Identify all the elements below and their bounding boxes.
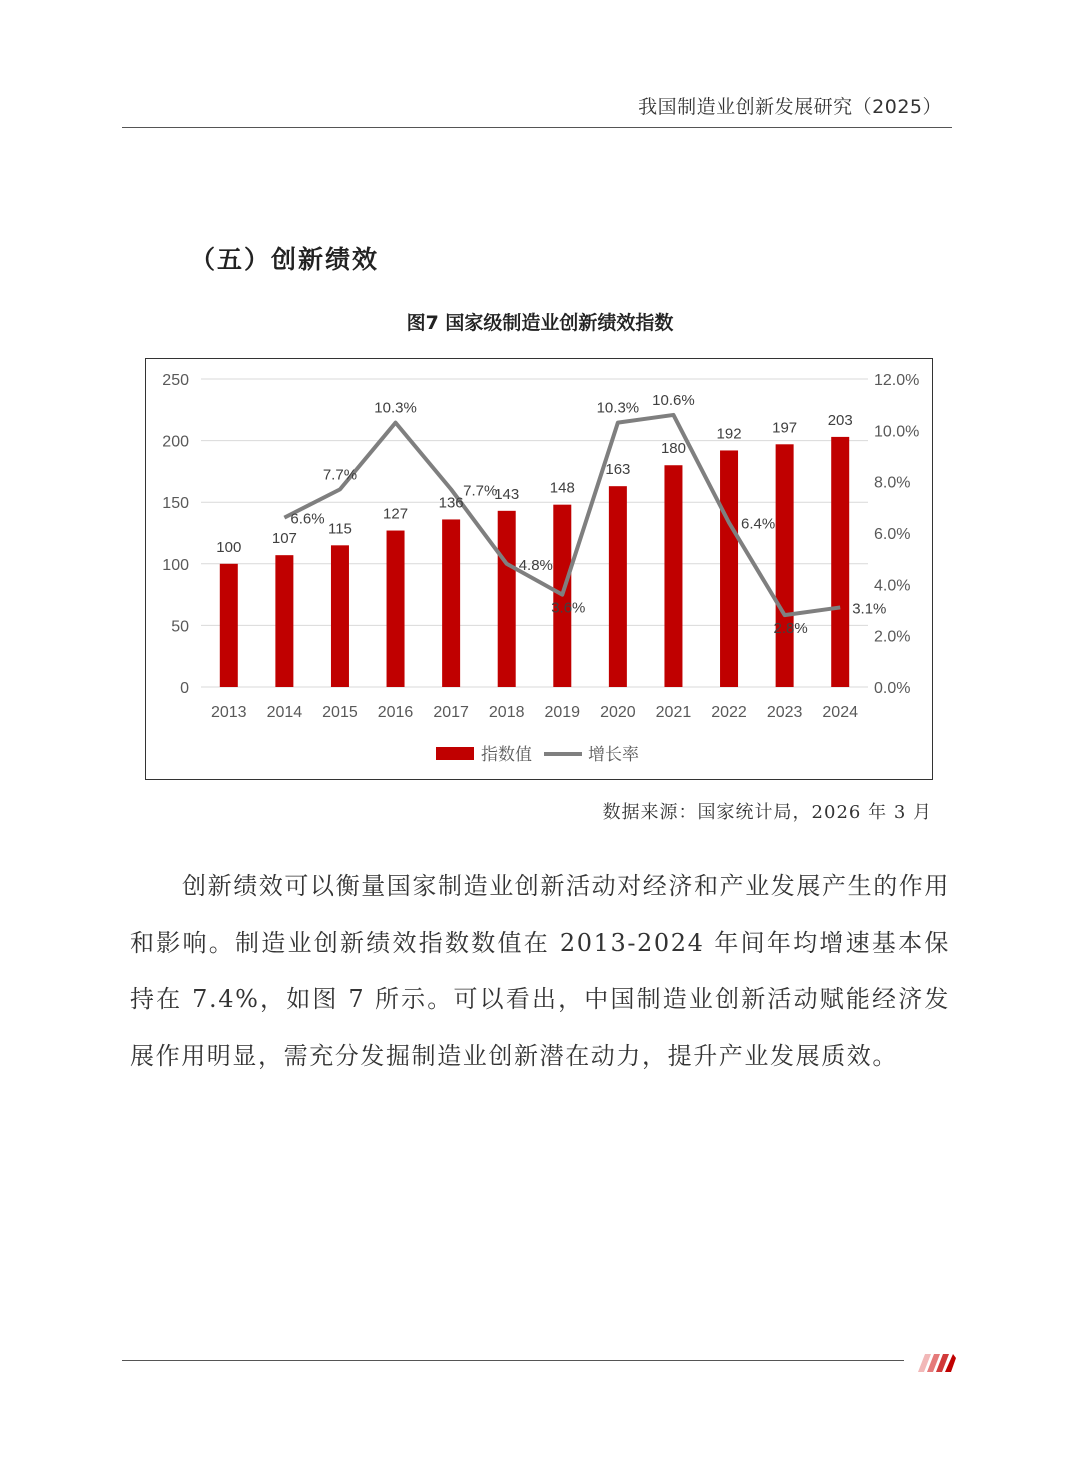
figure-caption: 图7 国家级制造业创新绩效指数 [406,312,674,334]
bar [331,545,349,687]
bar-data-label: 197 [772,419,798,437]
left-axis-tick-label: 200 [162,433,189,451]
line-data-label: 6.4% [741,515,776,533]
bar-data-label: 143 [494,485,520,503]
bar [498,511,516,687]
line-data-label: 7.7% [463,482,498,500]
bar [831,437,849,687]
combo-chart [146,359,932,779]
x-axis-tick-label: 2017 [433,704,469,721]
line-data-label: 6.6% [290,510,325,528]
bar [776,444,794,687]
running-header: 我国制造业创新发展研究（2025） [638,96,942,118]
line-data-label: 10.6% [652,391,695,409]
bar [664,465,682,687]
left-axis-tick-label: 0 [180,680,189,697]
x-axis-tick-label: 2019 [544,704,581,721]
legend-swatch-index [436,747,474,760]
left-axis-tick-label: 50 [171,618,189,636]
right-axis-tick-label: 6.0% [874,526,911,543]
left-axis-tick-label: 250 [162,372,189,389]
bar-data-label: 107 [271,530,297,548]
chart-container [145,358,933,780]
bar [609,486,627,687]
x-axis-tick-label: 2023 [766,704,803,721]
header-divider [122,127,952,128]
x-axis-tick-label: 2020 [600,704,636,721]
bar-data-label: 100 [216,538,242,556]
x-axis-tick-label: 2015 [322,704,358,721]
line-data-label: 2.8% [773,620,808,638]
right-axis-tick-label: 0.0% [874,680,911,697]
legend-label-index: 指数值 [481,745,532,764]
line-data-label: 3.1% [852,600,887,618]
bar-data-label: 115 [327,520,352,538]
right-axis-tick-label: 4.0% [874,577,911,595]
bar [442,519,460,687]
stripes-logo-icon [912,1350,956,1374]
bar [720,450,738,687]
right-axis-tick-label: 8.0% [874,474,911,492]
legend-label-growth: 增长率 [588,745,639,764]
bar [220,564,238,687]
line-data-label: 3.6% [551,599,586,617]
body-paragraph: 创新绩效可以衡量国家制造业创新活动对经济和产业发展产生的作用和影响。制造业创新绩效指数数值在 2013-2024 年间年均增速基本保持在 7.4%，如图 7 所示。可以看出，中国制造业创新活动赋能经济发展作用明显，需充分发掘制造业创新潜在动力，提升产业发展质效。 [130,872,950,1070]
footer-divider [122,1360,904,1361]
line-data-label: 7.7% [322,466,358,484]
data-source: 数据来源：国家统计局，2026 年 3 月 [602,802,932,823]
line-data-label: 10.3% [596,399,640,417]
bar-data-label: 148 [549,479,575,497]
left-axis-tick-label: 150 [162,495,189,513]
x-axis-tick-label: 2013 [210,704,247,721]
bar [387,531,405,687]
right-axis-tick-label: 2.0% [874,628,911,646]
line-data-label: 4.8% [518,556,553,574]
x-axis-tick-label: 2018 [488,704,525,721]
right-axis-tick-label: 12.0% [874,372,920,389]
bar-data-label: 180 [660,440,686,458]
bar-data-label: 163 [605,461,631,479]
bar-data-label: 136 [438,494,464,512]
line-data-label: 10.3% [374,399,417,417]
x-axis-tick-label: 2024 [822,704,859,721]
section-title: （五）创新绩效 [190,245,380,274]
right-axis-tick-label: 10.0% [874,423,920,441]
bar-data-label: 192 [716,425,742,443]
x-axis-tick-label: 2016 [377,704,414,721]
x-axis-tick-label: 2021 [655,704,692,721]
x-axis-tick-label: 2014 [266,704,303,721]
x-axis-tick-label: 2022 [711,704,747,721]
bar [275,555,293,687]
bar-data-label: 203 [827,411,853,429]
left-axis-tick-label: 100 [162,556,189,574]
bar-data-label: 127 [383,505,409,523]
